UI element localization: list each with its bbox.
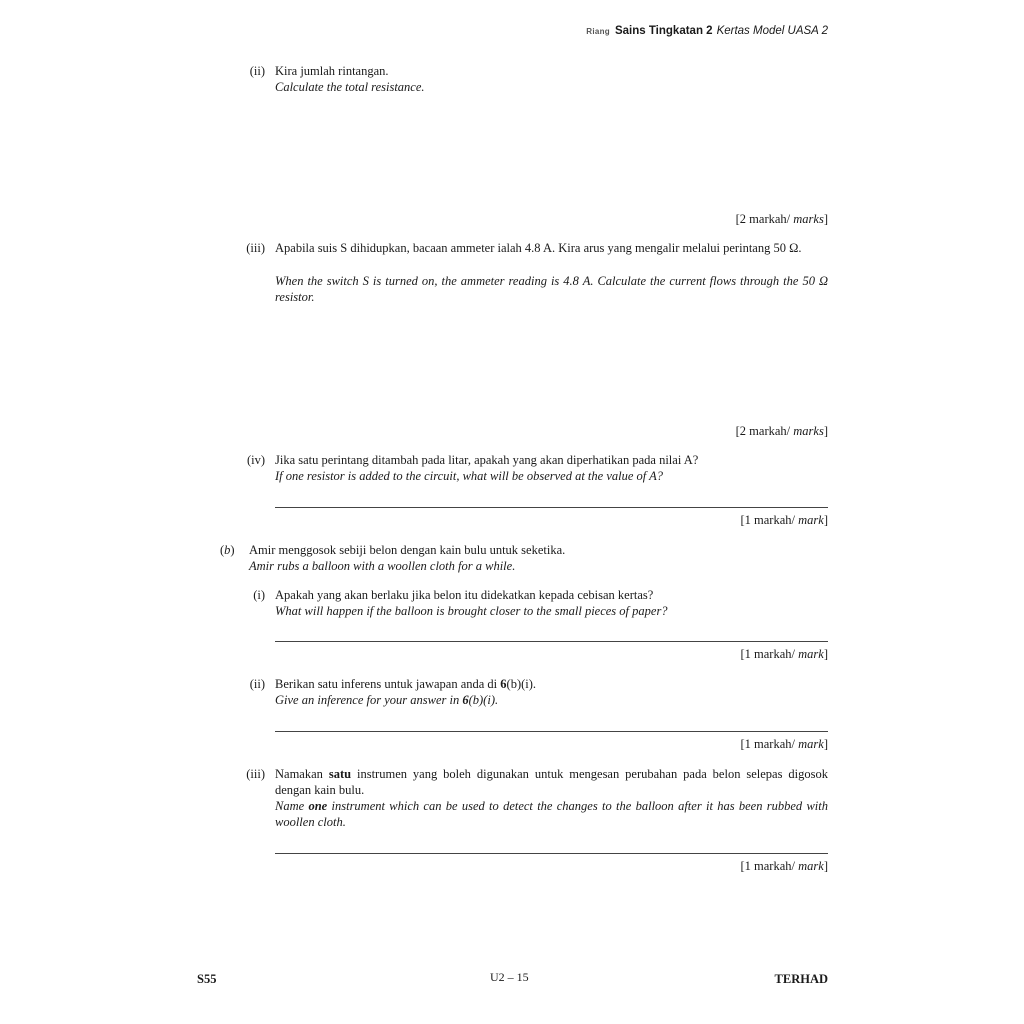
question-ref-part: (b)(i). bbox=[468, 693, 499, 707]
question-number-a-iii: (iii) bbox=[246, 241, 265, 255]
question-ref-part: (b)(i). bbox=[506, 677, 537, 691]
page-header bbox=[586, 25, 828, 37]
header-subtitle: Kertas Model UASA 2 bbox=[716, 25, 828, 37]
marks-b-ii bbox=[741, 737, 829, 752]
marks-label-en: mark bbox=[798, 859, 824, 873]
emphasis-word: one bbox=[308, 799, 328, 813]
marks-label: [1 markah/ bbox=[740, 737, 799, 751]
marks-a-ii bbox=[736, 212, 828, 227]
question-b-ii-english bbox=[275, 692, 828, 708]
answer-line-b-i[interactable] bbox=[275, 641, 828, 642]
text-fragment: Give an inference for your answer in bbox=[275, 693, 463, 707]
text-fragment: Berikan satu inferens untuk jawapan anda di bbox=[275, 677, 501, 691]
marks-label: [1 markah/ bbox=[740, 647, 799, 661]
question-b-i-english: What will happen if the balloon is brought closer to the small pieces of paper? bbox=[275, 604, 668, 618]
marks-label-en: mark bbox=[798, 647, 824, 661]
marks-label-en: mark bbox=[798, 513, 824, 527]
question-a-ii-english: Calculate the total resistance. bbox=[275, 80, 425, 94]
marks-label-en: marks bbox=[793, 424, 824, 438]
marks-a-iii bbox=[736, 424, 828, 439]
marks-close: ] bbox=[823, 737, 828, 751]
text-fragment: instrument which can be used to detect the changes to the balloon after it has been rubbed with woollen cloth. bbox=[275, 799, 828, 829]
marks-close: ] bbox=[823, 424, 828, 438]
question-b-ii-malay bbox=[275, 676, 828, 692]
question-number-b-iii: (iii) bbox=[246, 767, 265, 781]
marks-close: ] bbox=[823, 212, 828, 226]
marks-label-en: marks bbox=[793, 212, 824, 226]
question-a-iv-malay: Jika satu perintang ditambah pada litar, apakah yang akan diperhatikan pada nilai A? bbox=[275, 453, 699, 467]
marks-close: ] bbox=[823, 513, 828, 527]
question-a-iii-malay: Apabila suis S dihidupkan, bacaan ammeter ialah 4.8 A. Kira arus yang mengalir melalui perintang 50 Ω. bbox=[275, 241, 802, 255]
marks-a-iv bbox=[741, 513, 829, 528]
question-number-b bbox=[220, 542, 235, 558]
marks-label: [1 markah/ bbox=[740, 513, 799, 527]
footer-page-number: U2 – 15 bbox=[490, 970, 529, 984]
part-letter: b bbox=[224, 543, 231, 557]
marks-close: ] bbox=[823, 859, 828, 873]
emphasis-word: satu bbox=[328, 767, 352, 781]
question-number-a-ii: (ii) bbox=[249, 64, 265, 78]
question-a-iii-english: When the switch S is turned on, the ammeter reading is 4.8 A. Calculate the current flows through the 50 Ω resistor. bbox=[275, 274, 828, 304]
paren-close: ) bbox=[230, 543, 235, 557]
question-b-i-malay: Apakah yang akan berlaku jika belon itu didekatkan kepada cebisan kertas? bbox=[275, 588, 654, 602]
text-fragment: Name bbox=[275, 799, 309, 813]
text-fragment: instrumen yang boleh digunakan untuk mengesan perubahan pada belon selepas digosok dengan kain bulu. bbox=[275, 767, 828, 797]
question-b-malay: Amir menggosok sebiji belon dengan kain bulu untuk seketika. bbox=[249, 543, 566, 557]
question-number-b-ii: (ii) bbox=[249, 677, 265, 691]
marks-label: [1 markah/ bbox=[740, 859, 799, 873]
question-ref-number: 6 bbox=[500, 677, 507, 691]
marks-label-en: mark bbox=[798, 737, 824, 751]
marks-label: [2 markah/ bbox=[735, 424, 794, 438]
footer-code: S55 bbox=[197, 972, 217, 986]
answer-line-a-iv[interactable] bbox=[275, 507, 828, 508]
logo-text: Riang bbox=[586, 26, 610, 36]
answer-line-b-iii[interactable] bbox=[275, 853, 828, 854]
marks-b-iii bbox=[741, 859, 829, 874]
question-number-b-i: (i) bbox=[253, 588, 265, 602]
question-b-iii-malay bbox=[275, 766, 828, 798]
paren-open: ( bbox=[220, 543, 225, 557]
question-ref-number: 6 bbox=[462, 693, 469, 707]
question-a-ii-malay: Kira jumlah rintangan. bbox=[275, 64, 389, 78]
question-b-iii-english bbox=[275, 798, 828, 830]
marks-close: ] bbox=[823, 647, 828, 661]
question-a-iv-english: If one resistor is added to the circuit, what will be observed at the value of A? bbox=[275, 469, 664, 483]
text-fragment: Namakan bbox=[275, 767, 329, 781]
question-number-a-iv: (iv) bbox=[246, 453, 265, 467]
answer-line-b-ii[interactable] bbox=[275, 731, 828, 732]
marks-label: [2 markah/ bbox=[735, 212, 794, 226]
footer-classification: TERHAD bbox=[774, 972, 828, 986]
header-title: Sains Tingkatan 2 bbox=[614, 25, 713, 37]
question-b-english: Amir rubs a balloon with a woollen cloth for a while. bbox=[249, 559, 516, 573]
marks-b-i bbox=[741, 647, 829, 662]
publisher-logo bbox=[586, 27, 610, 36]
